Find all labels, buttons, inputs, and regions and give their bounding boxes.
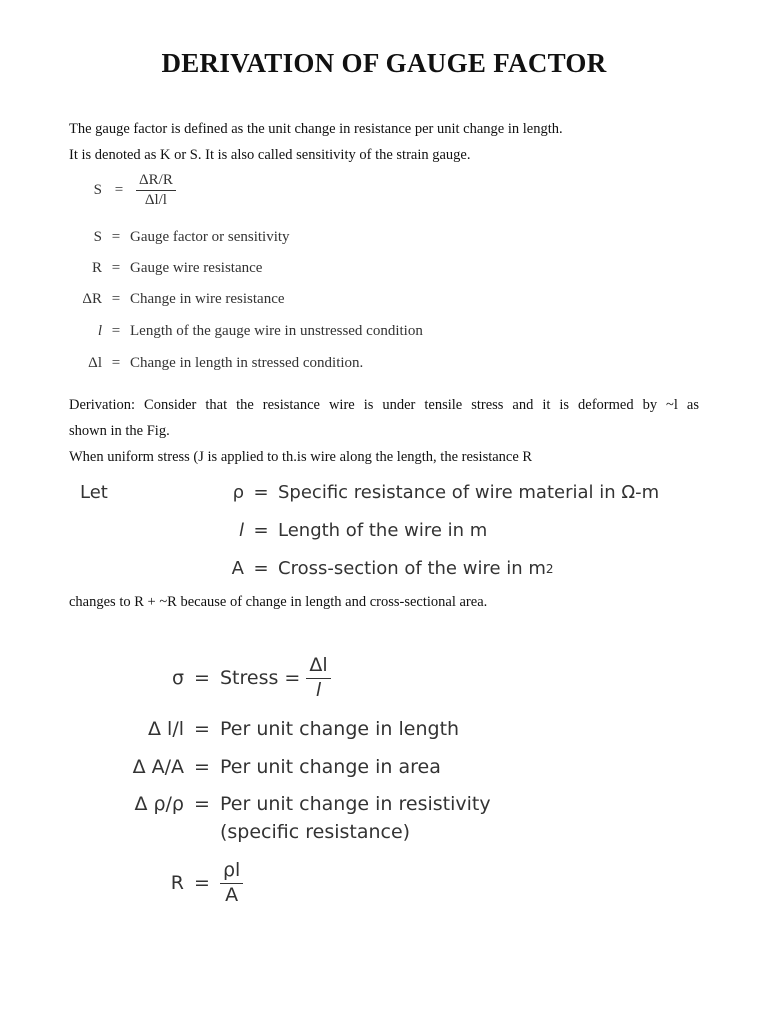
formula-fraction — [136, 172, 176, 210]
let-symbol: A — [231, 558, 244, 579]
definition-symbol: R — [91, 260, 102, 276]
stress-row-equals: = — [194, 793, 210, 815]
let-superscript: 2 — [545, 561, 554, 576]
let-row — [210, 520, 487, 541]
stress-row-equals: = — [194, 718, 210, 740]
stress-row-symbol: Δ ρ/ρ — [134, 793, 184, 815]
definition-symbol: l — [97, 323, 102, 339]
stress-row-equals: = — [194, 756, 210, 778]
definition-row — [70, 323, 423, 340]
stress-numerator: Δl — [306, 655, 330, 679]
stress-row-text: Per unit change in resistivity — [220, 793, 491, 815]
formula-denominator: Δl/l — [144, 192, 167, 209]
formula-numerator: ΔR/R — [136, 172, 176, 191]
let-row — [210, 558, 554, 579]
stress-row-text: Per unit change in area — [220, 756, 441, 778]
stress-fraction — [306, 655, 330, 702]
let-row — [210, 482, 659, 503]
intro-line-1: The gauge factor is defined as the unit change in resistance per unit change in length. — [69, 121, 563, 137]
derivation-line-1: Derivation: Consider that the resistance wire is under tensile stress and it is deformed by ~l as — [69, 397, 699, 413]
resistance-equals: = — [194, 872, 210, 895]
stress-equals: = — [194, 667, 210, 690]
stress-denominator: l — [315, 678, 322, 701]
stress-row — [100, 718, 459, 740]
stress-row — [100, 793, 491, 815]
gauge-factor-formula — [80, 172, 176, 210]
definition-text: Gauge wire resistance — [130, 260, 263, 276]
intro-line-2: It is denoted as K or S. It is also called sensitivity of the strain gauge. — [69, 147, 471, 163]
let-symbol: l — [238, 520, 244, 541]
stress-row-text: Per unit change in length — [220, 718, 460, 740]
definition-equals: = — [111, 355, 121, 371]
let-equals: = — [253, 558, 269, 579]
page-title: DERIVATION OF GAUGE FACTOR — [161, 48, 607, 78]
definition-row — [70, 291, 285, 308]
let-equals: = — [253, 482, 269, 503]
formula-equals: = — [114, 182, 124, 199]
stress-formula — [100, 655, 331, 702]
definition-symbol: S — [93, 229, 102, 245]
let-label: Let — [80, 482, 108, 503]
resistance-denominator: A — [225, 883, 239, 906]
let-text: Specific resistance of wire material in Ω-m — [278, 482, 660, 503]
formula-symbol: S — [93, 182, 102, 199]
let-equals: = — [253, 520, 269, 541]
stress-row-symbol: Δ A/A — [132, 756, 184, 778]
definition-symbol: ΔR — [82, 291, 102, 307]
stress-row — [100, 756, 441, 778]
resistance-symbol: R — [170, 872, 184, 895]
derivation-line-3: When uniform stress (J is applied to th.is wire along the length, the resistance R — [69, 449, 533, 465]
definition-row — [70, 355, 363, 372]
definition-text: Change in length in stressed condition. — [130, 355, 364, 371]
definition-equals: = — [111, 291, 121, 307]
definition-row — [70, 260, 262, 277]
derivation-line-2: shown in the Fig. — [69, 423, 170, 439]
let-symbol: ρ — [232, 482, 244, 503]
definition-row — [70, 229, 290, 246]
definition-symbol: Δl — [88, 355, 102, 371]
stress-symbol: σ — [171, 667, 184, 690]
let-text: Cross-section of the wire in m — [278, 558, 546, 579]
definition-equals: = — [111, 229, 121, 245]
resistance-formula — [100, 860, 243, 907]
let-text: Length of the wire in m — [278, 520, 488, 541]
stress-row-symbol: Δ l/l — [148, 718, 184, 740]
resistance-numerator: ρl — [220, 860, 243, 884]
definition-text: Length of the gauge wire in unstressed condition — [130, 323, 423, 339]
resistance-fraction — [220, 860, 243, 907]
changes-line: changes to R + ~R because of change in length and cross-sectional area. — [69, 594, 488, 610]
definition-text: Gauge factor or sensitivity — [130, 229, 290, 245]
definition-equals: = — [111, 323, 121, 339]
stress-text: Stress = — [220, 667, 301, 690]
definition-equals: = — [111, 260, 121, 276]
stress-continuation: (specific resistance) — [220, 821, 411, 843]
definition-text: Change in wire resistance — [130, 291, 285, 307]
